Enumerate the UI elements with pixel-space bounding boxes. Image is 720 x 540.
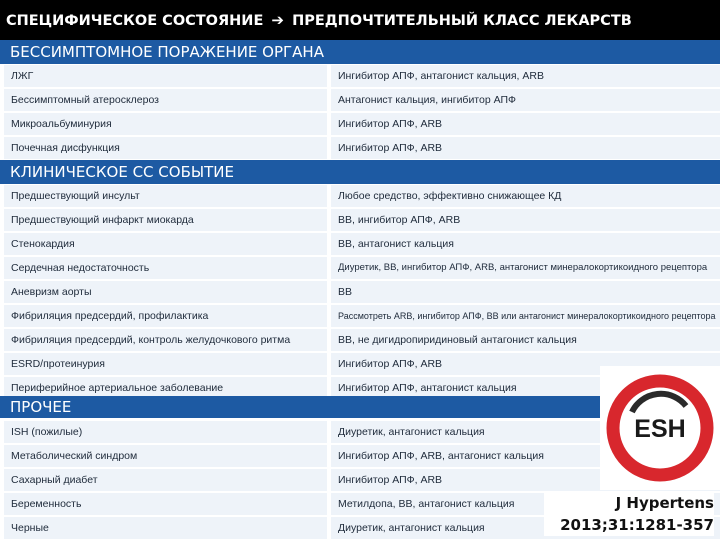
condition-cell: ЛЖГ bbox=[4, 65, 327, 87]
section-title: КЛИНИЧЕСКОЕ СС СОБЫТИЕ bbox=[10, 163, 234, 181]
drug-class-cell: Ингибитор АПФ, антагонист кальция bbox=[331, 377, 720, 399]
drug-class-cell: Ингибитор АПФ, антагонист кальция, ARB bbox=[331, 65, 720, 87]
drug-class-cell: BB, антагонист кальция bbox=[331, 233, 720, 255]
table-row bbox=[0, 136, 720, 160]
condition-cell: Черные bbox=[4, 517, 327, 539]
condition-cell: Микроальбуминурия bbox=[4, 113, 327, 135]
drug-class-cell: Ингибитор АПФ, ARB bbox=[331, 137, 720, 159]
section-title: ПРОЧЕЕ bbox=[10, 398, 72, 416]
citation-journal: J Hypertens bbox=[615, 494, 714, 512]
table-row bbox=[0, 64, 720, 88]
header-drug-class-label: ПРЕДПОЧТИТЕЛЬНЫЙ КЛАСС ЛЕКАРСТВ bbox=[292, 13, 632, 29]
table-row bbox=[0, 112, 720, 136]
condition-cell: Сердечная недостаточность bbox=[4, 257, 327, 279]
esh-logo-graphic bbox=[600, 366, 720, 490]
condition-cell: Сахарный диабет bbox=[4, 469, 327, 491]
drug-class-cell: Ингибитор АПФ, ARB, антагонист кальция bbox=[331, 445, 720, 467]
drug-class-cell: Ингибитор АПФ, ARB bbox=[331, 469, 720, 491]
table-row bbox=[0, 208, 720, 232]
section-header-organ-damage bbox=[0, 40, 720, 64]
drug-class-cell: Антагонист кальция, ингибитор АПФ bbox=[331, 89, 720, 111]
drug-class-cell: Ингибитор АПФ, ARB bbox=[331, 353, 720, 375]
citation-reference: 2013;31:1281-357 bbox=[560, 516, 714, 534]
table-row bbox=[0, 328, 720, 352]
condition-cell: Аневризм аорты bbox=[4, 281, 327, 303]
condition-cell: Беременность bbox=[4, 493, 327, 515]
header-condition-label: СПЕЦИФИЧЕСКОЕ СОСТОЯНИЕ bbox=[6, 13, 264, 29]
condition-cell: Бессимптомный атеросклероз bbox=[4, 89, 327, 111]
esh-logo-inner-arc bbox=[632, 394, 686, 412]
drug-class-cell: Диуретик, BB, ингибитор АПФ, ARB, антагонист минералокортикоидного рецептора bbox=[331, 257, 720, 279]
drug-class-cell: BB bbox=[331, 281, 720, 303]
table-header-banner bbox=[0, 0, 720, 40]
section-header-clinical-cv-event bbox=[0, 160, 720, 184]
condition-cell: Фибриляция предсердий, контроль желудочкового ритма bbox=[4, 329, 327, 351]
table-row bbox=[0, 256, 720, 280]
condition-cell: Предшествующий инсульт bbox=[4, 185, 327, 207]
drug-class-cell: Диуретик, антагонист кальция bbox=[331, 421, 720, 443]
condition-cell: Периферийное артериальное заболевание bbox=[4, 377, 327, 399]
condition-cell: Стенокардия bbox=[4, 233, 327, 255]
section-title: БЕССИМПТОМНОЕ ПОРАЖЕНИЕ ОРГАНА bbox=[10, 43, 324, 61]
condition-cell: Почечная дисфункция bbox=[4, 137, 327, 159]
condition-cell: ISH (пожилые) bbox=[4, 421, 327, 443]
drug-class-cell: Ингибитор АПФ, ARB bbox=[331, 113, 720, 135]
condition-cell: Предшествующий инфаркт миокарда bbox=[4, 209, 327, 231]
drug-class-cell: Любое средство, эффективно снижающее КД bbox=[331, 185, 720, 207]
condition-cell: Метаболический синдром bbox=[4, 445, 327, 467]
condition-cell: Фибриляция предсердий, профилактика bbox=[4, 305, 327, 327]
table-row bbox=[0, 232, 720, 256]
esh-logo bbox=[600, 366, 720, 490]
condition-cell: ESRD/протеинурия bbox=[4, 353, 327, 375]
table-row bbox=[0, 184, 720, 208]
arrow-right-icon: ➔ bbox=[271, 11, 284, 29]
table-row bbox=[0, 280, 720, 304]
table-row bbox=[0, 88, 720, 112]
drug-class-cell: BB, ингибитор АПФ, ARB bbox=[331, 209, 720, 231]
esh-logo-text: ESH bbox=[634, 415, 686, 443]
table-row bbox=[0, 304, 720, 328]
drug-class-cell: Метилдопа, BB, антагонист кальция bbox=[331, 493, 720, 515]
drug-class-cell: BB, не дигидропиридиновый антагонист кальция bbox=[331, 329, 720, 351]
citation bbox=[544, 492, 714, 536]
drug-class-cell: Диуретик, антагонист кальция bbox=[331, 517, 720, 539]
drug-class-cell: Рассмотреть ARB, ингибитор АПФ, BB или антагонист минералокортикоидного рецептора bbox=[331, 305, 720, 327]
